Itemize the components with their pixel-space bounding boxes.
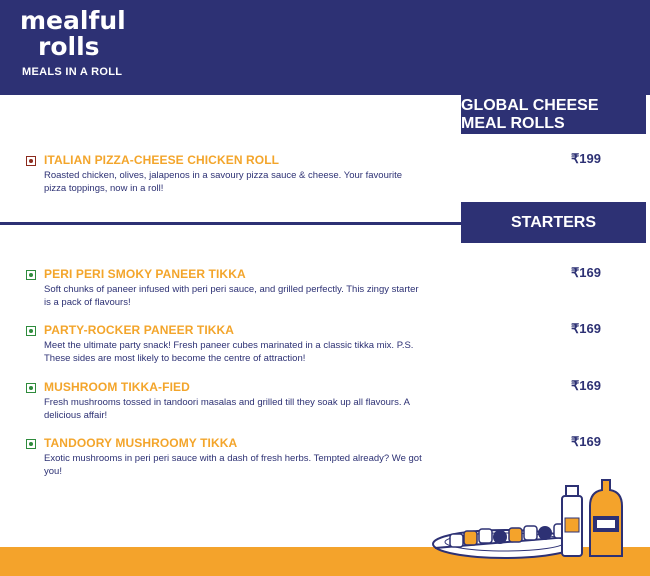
- item-description: Roasted chicken, olives, jalapenos in a savoury pizza sauce & cheese. Your favourite pizza toppings, now in a roll!: [44, 170, 403, 194]
- veg-mark-icon: [26, 326, 36, 336]
- item-name: PARTY-ROCKER PANEER TIKKA: [44, 323, 235, 337]
- header-banner: [0, 0, 650, 95]
- item-price: ₹169: [571, 434, 601, 449]
- item-price: ₹169: [571, 378, 601, 393]
- item-description: Fresh mushrooms tossed in tandoori masalas and grilled till they soak up all flavours. A delicious affair!: [44, 397, 410, 421]
- sauce-bottle-icon: [562, 480, 622, 556]
- veg-mark-icon: [26, 439, 36, 449]
- item-price: ₹199: [571, 151, 601, 166]
- brand-logo: [20, 8, 126, 78]
- item-name: TANDOORY MUSHROOMY TIKKA: [44, 436, 238, 450]
- section-divider: [0, 222, 461, 225]
- veg-mark-icon: [26, 270, 36, 280]
- logo-line-2: rolls: [38, 32, 100, 61]
- section-title-global-cheese: GLOBAL CHEESE MEAL ROLLS: [461, 95, 646, 134]
- item-name: PERI PERI SMOKY PANEER TIKKA: [44, 267, 246, 281]
- skewer-platter-illustration: [430, 478, 650, 576]
- non-veg-mark-icon: [26, 156, 36, 166]
- item-price: ₹169: [571, 265, 601, 280]
- logo-line-1: mealful: [20, 6, 126, 35]
- item-description: Meet the ultimate party snack! Fresh paneer cubes marinated in a classic tikka mix. P.S. These sides are most likely to become the centre of attraction!: [44, 340, 414, 364]
- item-name: ITALIAN PIZZA-CHEESE CHICKEN ROLL: [44, 153, 280, 167]
- item-description: Exotic mushrooms in peri peri sauce with a dash of fresh herbs. Tempted already? We got you!: [44, 453, 422, 477]
- brand-tagline: MEALS IN A ROLL: [22, 66, 123, 78]
- veg-mark-icon: [26, 383, 36, 393]
- item-price: ₹169: [571, 321, 601, 336]
- item-name: MUSHROOM TIKKA-FIED: [44, 380, 190, 394]
- section-title-starters: STARTERS: [461, 202, 646, 243]
- item-description: Soft chunks of paneer infused with peri peri sauce, and grilled perfectly. This zingy starter is a pack of flavours!: [44, 284, 419, 308]
